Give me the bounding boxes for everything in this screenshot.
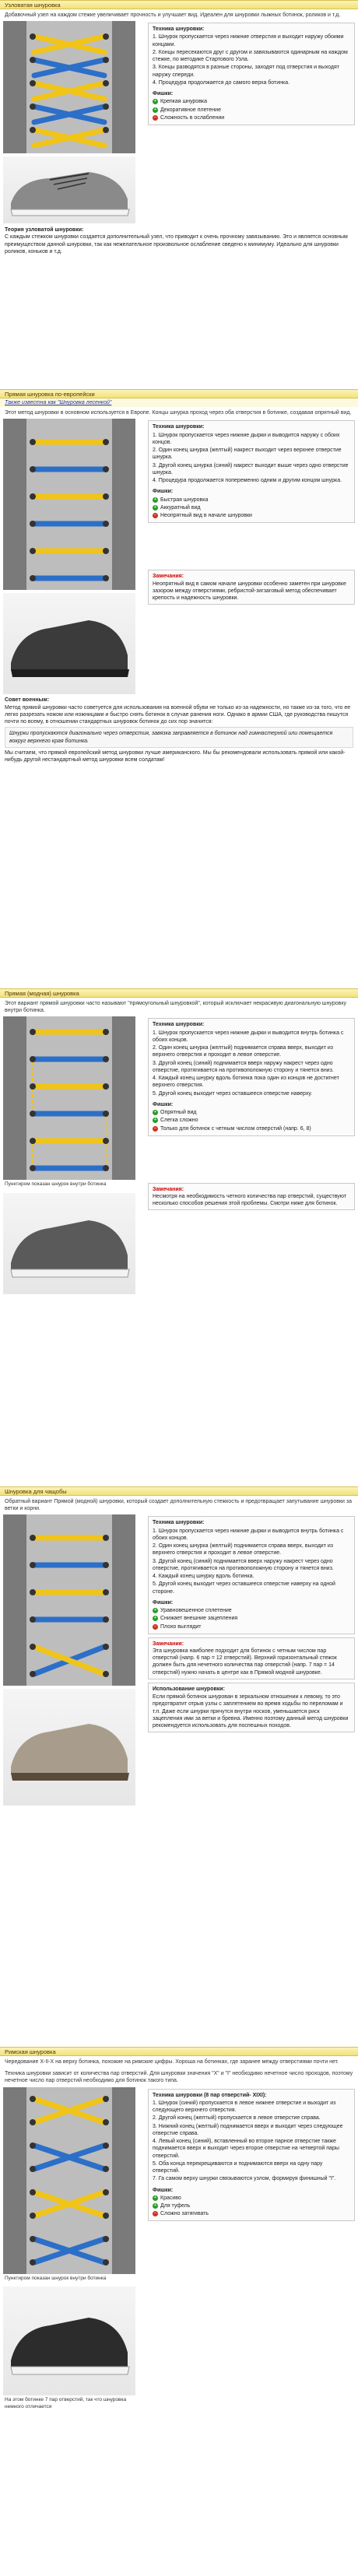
steps-list — [153, 432, 350, 485]
section-header: Шнуровка для чащобы — [0, 1486, 358, 1496]
shoe-icon — [3, 593, 135, 694]
section-body — [0, 21, 358, 223]
plus-icon: + — [153, 497, 158, 503]
feature-text: Опрятный вид — [160, 1110, 197, 1116]
plus-icon: + — [153, 1118, 158, 1123]
shoe-caption: На этом ботинке 7 пар отверстий, так что шнуровка немного отличается — [5, 2397, 127, 2409]
feature-item — [153, 1615, 350, 1622]
advice-block — [0, 694, 358, 766]
technique-box — [148, 1516, 355, 1634]
step-item: 3. Другой конец (синий) поднимается вверх наружу накрест через одно отверстие, протягивается на противоположную сторону и тянется вниз. — [153, 1558, 334, 1571]
technique-box — [148, 23, 355, 125]
section-subtitle-link[interactable]: Также известна как "Шнуровка лесенкой" — [0, 398, 358, 407]
feature-item — [153, 114, 350, 121]
feature-item — [153, 107, 350, 114]
step-item: 4. Каждый конец шнурку вдоль ботинка пока один из концов не достигнет верхнего отверстия. — [153, 1076, 339, 1089]
technique-box — [148, 1018, 355, 1135]
image-column — [3, 2087, 143, 2413]
shoe-icon — [3, 156, 135, 223]
section-body — [0, 419, 358, 694]
advice-conclusion: Мы считаем, что прямой европейский метод шнуровки лучше американского. Мы бы рекомендовали использовать прямой или какой-нибудь другой нестандартный метод шнуровки всем солдатам! — [5, 749, 346, 763]
step-item: 5. Другой конец выходит через оставшееся отверстие наверху на одной стороне. — [153, 1581, 335, 1595]
section-header: Римская шнуровка — [0, 2047, 358, 2056]
minus-icon: − — [153, 115, 158, 121]
section-body — [0, 1514, 358, 1806]
features-title: Фишки: — [153, 91, 174, 97]
advice-text: Метод прямой шнуровки часто советуется для использования на военной обуви не только из-за надежности, но также из-за того, что ее легко разрезать ножом или ножницами и быстро снять ботинок в случае ранения ноги. Однако в армии США, где руководства пишутся почти по всему, в отношении стандартных шнуровок ботинок до сих пор значится: — [5, 704, 351, 725]
step-item: 2. Один конец шнурка (желтый) накрест выходит через верхнее отверстие шнурка. — [153, 447, 342, 461]
image-column — [3, 419, 143, 694]
feature-item — [153, 497, 350, 504]
technique-box — [148, 2089, 355, 2222]
technique-title: Техника шнуровки (8 пар отверстий- XIXI): — [153, 2092, 267, 2098]
section-thicket-lacing — [0, 1486, 358, 2047]
feature-text: Неопрятный вид в начале шнуровки — [160, 513, 252, 519]
features-title: Фишки: — [153, 1101, 174, 1107]
feature-item — [153, 2210, 350, 2217]
advice-quote: Шнурки пропускаются диагонально через отверстия, завязка заправляется в ботинок над гимнастерной или помещается вокруг верхнего края ботинка. — [5, 727, 353, 747]
feature-item — [153, 1109, 350, 1116]
text-column — [148, 1016, 355, 1294]
notes-title: Замечания: — [153, 1641, 184, 1647]
notes-title: Замечания: — [153, 1186, 184, 1192]
steps-list — [153, 33, 350, 86]
theory-block — [0, 223, 358, 258]
minus-icon: − — [153, 1126, 158, 1132]
shoe-photo — [3, 1689, 135, 1806]
feature-text: Быстрая шнуровка — [160, 497, 209, 503]
features-title: Фишки: — [153, 1599, 174, 1606]
usage-box — [148, 1683, 355, 1732]
feature-item — [153, 512, 350, 519]
notes-box — [148, 1637, 355, 1679]
feature-text: Крепкая шнуровка — [160, 99, 208, 105]
diagram-caption: Пунктиром показан шнурок внутри ботинка — [5, 2275, 107, 2281]
steps-list — [153, 2100, 350, 2183]
steps-list — [153, 1030, 350, 1097]
section-intro: Добавочный узел на каждом стежке увеличивает прочность и улучшает вид. Идеален для шнуровки лыжных ботинок, роликов и т.д. — [5, 12, 341, 18]
feature-item — [153, 1117, 350, 1124]
lacing-diagram — [3, 21, 135, 153]
minus-icon: − — [153, 513, 158, 518]
step-item: 3. Нижний конец (желтый) поднимается вверх и выходит через следующее отверстие справа. — [153, 2123, 343, 2136]
plus-icon: + — [153, 107, 158, 113]
shoe-photo — [3, 1193, 135, 1294]
section-intro: Чередование X-II-X на верху ботинка, похожие на римские цифры. Хороша на ботинках, где заранее между отверстиями почти нет. — [5, 2059, 339, 2065]
shoe-photo — [3, 156, 135, 223]
plus-icon: + — [153, 1608, 158, 1613]
diagram-caption: Пунктиром показан шнурок внутри ботинка — [5, 1181, 107, 1188]
shoe-icon — [3, 1193, 135, 1294]
step-item: 5. Другой конец выходит через оставшееся отверстие наверху. — [153, 1090, 313, 1097]
technique-box — [148, 420, 355, 523]
lacing-diagram — [3, 1016, 135, 1180]
step-item: 2. Концы пересекаются друг с другом и завязываются одинарным на каждом стежке, по методике Стартового Узла. — [153, 49, 348, 63]
image-column — [3, 21, 143, 223]
feature-text: Для туфель — [160, 2202, 191, 2209]
steps-list — [153, 1528, 350, 1595]
plus-icon: + — [153, 2203, 158, 2209]
section-header: Прямая шнуровка по-европейски — [0, 389, 358, 398]
feature-text: Аккуратный вид — [160, 504, 201, 511]
plus-icon: + — [153, 99, 158, 104]
plus-icon: + — [153, 505, 158, 511]
feature-text: Уравновешенное сплетение — [160, 1608, 232, 1614]
plus-icon: + — [153, 1110, 158, 1115]
usage-text: Если прямой ботинок шнурован в зеркальном отношении к левому, то это предотвратит отрыв узлы с заплетением во время ходьбы по переломам и т.п. Даже если шнурки прячутся внутри носков, уменьшается риск зацепления ими за ветки и бревна. Именно поэтому данный метод шнуровки рекомендуется использовать для поспешных походов. — [153, 1694, 349, 1729]
feature-item — [153, 1623, 350, 1630]
step-item: 5. Оба конца перекрещиваются и поднимаются вверх на одну пару отверстий. — [153, 2160, 323, 2174]
feature-text: Декоративное плетение — [160, 107, 221, 113]
lacing-diagram — [3, 419, 135, 590]
step-item: 3. Другой конец (синий) поднимается вверх наружу накрест через одно отверстие, протягивается на противоположную сторону и тянется вниз. — [153, 1060, 334, 1073]
section-straight-fashion — [0, 988, 358, 1486]
feature-text: Плохо выглядит — [160, 1623, 202, 1630]
section-european-straight — [0, 389, 358, 988]
feature-text: Только для ботинок с четным числом отверстий (напр. 6, 8) — [160, 1125, 311, 1132]
technique-title: Техника шнуровки: — [153, 1520, 205, 1526]
feature-text: Сложность в ослаблении — [160, 114, 225, 121]
feature-text: Красиво — [160, 2195, 181, 2201]
feature-text: Слегка сложно — [160, 1118, 198, 1124]
notes-title: Замечания: — [153, 574, 184, 580]
section-intro-2: Техника шнуровки зависит от количества пар отверстий. Для шнуровки значения "X" и "I" необходимо нечетное число проходов, поэтому нечетное число пар отверстий необходимо для ботинок такого типа. — [5, 2071, 353, 2084]
step-item: 1. Шнурок пропускается через нижние отверстия и выходит наружу обоими концами. — [153, 34, 344, 47]
shoe-photo — [3, 593, 135, 694]
lacing-diagram — [3, 1514, 135, 1686]
notes-box — [148, 1183, 355, 1211]
step-item: 1. Шнурок пропускается через нижние дырки и выводится внутрь ботинка с обоих концов. — [153, 1030, 344, 1043]
section-roman-lacing — [0, 2047, 358, 2576]
step-item: 2. Один конец шнурка (желтый) поднимается справа вверх, выходит из верхнего отверстия и проходит в левое отверстие. — [153, 1045, 333, 1058]
section-intro: Обратный вариант Прямой (модной) шнуровки, который создает дополнительную стежкость и предотвращает запутывание шнуровки за ветки и корни. — [5, 1499, 352, 1512]
notes-box — [148, 570, 355, 605]
features-title: Фишки: — [153, 489, 174, 495]
section-header: Прямая (модная) шнуровка — [0, 988, 358, 998]
technique-title: Техника шнуровки: — [153, 424, 205, 430]
minus-icon: − — [153, 2211, 158, 2216]
step-item: 7. Га самом верху шнурки связываются узлом, формируя финишный "I". — [153, 2176, 336, 2182]
feature-item — [153, 1125, 350, 1132]
step-item: 1. Шнурок (синий) пропускается в левое нижнее отверстие и выходит из следующего верхнего отверстия. — [153, 2100, 336, 2114]
notes-text: Эта шнуровка наиболее подходит для ботинок с четным числом пар отверстий (напр. 6 пар = 12 отверстий). Верхний горизонтальный стежок должен быть для нечетного количества пар отверстий (напр. 7 пар = 14 отверстий) нужно начать в центре как в Прямой модной шнуровке. — [153, 1648, 337, 1676]
feature-item — [153, 504, 350, 511]
step-item: 2. Один конец шнурка (желтый) поднимается справа вверх, выходит из верхнего отверстия и проходит в левое отверстие. — [153, 1543, 333, 1556]
step-item: 4. Процедура продолжается попеременно одним и другим концом шнурка. — [153, 478, 342, 484]
feature-text: Сложно затягивать — [160, 2211, 209, 2217]
plus-icon: + — [153, 2195, 158, 2201]
section-knotted-lacing — [0, 0, 358, 389]
plus-icon: + — [153, 1616, 158, 1621]
minus-icon: − — [153, 1624, 158, 1630]
text-column — [148, 419, 355, 694]
shoe-icon — [3, 1689, 135, 1806]
text-column — [148, 2087, 355, 2413]
shoe-photo — [3, 2286, 135, 2395]
theory-text: С каждым стежком шнуровки создается дополнительный узел, что приводит к очень прочному завязыванию. Это и является основным преимуществом данной шнуровки, так как нежелательное произвольное ослабление сведено к минимуму. Идеально для шнуровки роликов, коньков и т.д. — [5, 234, 348, 254]
feature-item — [153, 2195, 350, 2202]
section-intro: Этот метод шнуровки в основном используется в Европе. Концы шнурка проход через оба отверстия в ботинке, создавая опрятный вид. — [5, 410, 352, 416]
technique-title: Техника шнуровки: — [153, 26, 205, 33]
step-item: 1. Шнурок пропускается через нижние дырки и выводится наружу с обоих концов. — [153, 432, 340, 445]
step-item: 4. Левый конец (синий), вставленный во второе парное отверстие также поднимается вверх и выходит через второе отверстие на четвертой пары отверстий. — [153, 2139, 339, 2159]
lacing-diagram — [3, 2087, 135, 2274]
step-item: 2. Другой конец (желтый) пропускается в левое отверстие справа. — [153, 2115, 321, 2122]
step-item: 4. Каждый конец шнурку вдоль ботинка. — [153, 1574, 254, 1580]
step-item: 3. Концы разводятся в разные стороны, заходят под отверстия и выходят наружу спереди. — [153, 65, 339, 78]
theory-title: Теория узловатой шнуровки: — [5, 227, 84, 233]
text-column — [148, 21, 355, 223]
section-body — [0, 1016, 358, 1294]
section-intro: Этот вариант прямой шнуровки часто называют "прямоугольный шнуровкой", который исключает некрасивую диагональную шнуровку внутри ботинка. — [5, 1001, 346, 1014]
shoe-icon — [3, 2286, 135, 2395]
section-body — [0, 2087, 358, 2413]
section-header: Узловатая шнуровка — [0, 0, 358, 9]
features-title: Фишки: — [153, 2187, 174, 2193]
advice-title: Совет военным: — [5, 697, 50, 704]
feature-item — [153, 98, 350, 105]
image-column — [3, 1514, 143, 1806]
step-item: 4. Процедура продолжается до самого верха ботинка. — [153, 79, 290, 86]
feature-item — [153, 1607, 350, 1614]
notes-text: Несмотря на необходимость четного количества пар отверстий, существуют несколько способов решения этой проблемы. Смотри ниже для ботинок. — [153, 1193, 347, 1207]
feature-item — [153, 2202, 350, 2209]
technique-title: Техника шнуровки: — [153, 1022, 205, 1028]
step-item: 1. Шнурок пропускается через нижние дырки и выводится внутрь ботинка с обоих концов. — [153, 1528, 344, 1541]
notes-text: Неопрятный вид в самом начале шнуровки особенно заметен при шнуровке зазором между отверстиями, ребристой-зигзаговый метод обеспечивает крепость и надежность шнуровки. — [153, 581, 346, 601]
image-column — [3, 1016, 143, 1294]
usage-title: Использование шнуровки: — [153, 1686, 225, 1692]
feature-text: Снижает внешние зацепления — [160, 1616, 238, 1622]
step-item: 3. Другой конец шнурка (синий) накрест выходит выше через одно отверстие шнурка. — [153, 462, 349, 476]
text-column — [148, 1514, 355, 1806]
